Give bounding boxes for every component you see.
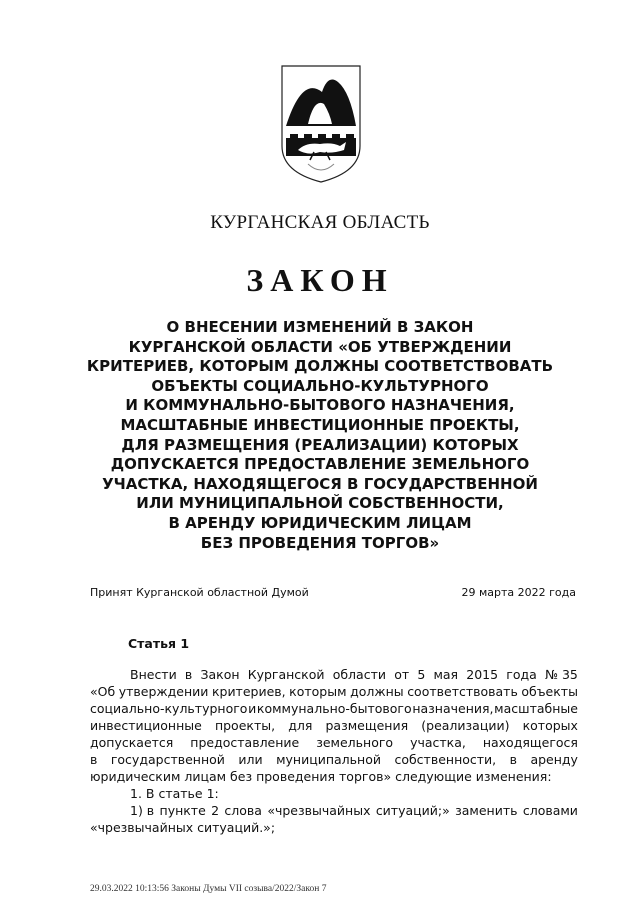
word: земельного <box>316 735 394 750</box>
word: в <box>184 667 193 682</box>
paragraph-line <box>90 717 578 734</box>
word: Внести <box>130 667 177 682</box>
subitem-1-continuation: «чрезвычайных ситуаций.»; <box>90 820 276 835</box>
paragraph-line <box>90 700 578 717</box>
title-line: И КОММУНАЛЬНО-БЫТОВОГО НАЗНАЧЕНИЯ, <box>125 396 515 415</box>
word: ситуаций;» <box>375 803 450 818</box>
word: которым <box>289 684 347 699</box>
adopted-by: Принят Курганской областной Думой <box>90 586 309 599</box>
word: участка, <box>410 735 466 750</box>
title-line: В АРЕНДУ ЮРИДИЧЕСКИМ ЛИЦАМ <box>168 513 472 532</box>
word: должны <box>350 684 404 699</box>
title-line: ДОПУСКАЕТСЯ ПРЕДОСТАВЛЕНИЕ ЗЕМЕЛЬНОГО <box>110 455 530 474</box>
word: допускается <box>90 735 174 750</box>
title-line: КУРГАНСКОЙ ОБЛАСТИ «ОБ УТВЕРЖДЕНИИ <box>128 337 512 356</box>
paragraph-line <box>90 683 578 700</box>
word: и <box>248 701 257 716</box>
paragraph-line <box>90 734 578 751</box>
word: в <box>509 752 517 767</box>
item-1: 1. В статье 1: <box>130 786 219 801</box>
title-line: ИЛИ МУНИЦИПАЛЬНОЙ СОБСТВЕННОСТИ, <box>136 494 504 513</box>
word: мая <box>433 667 459 682</box>
title-line: ДЛЯ РАЗМЕЩЕНИЯ (РЕАЛИЗАЦИИ) КОТОРЫХ <box>121 435 519 454</box>
paragraph-line: юридическим лицам без проведения торгов» следующие изменения: <box>90 769 552 784</box>
word: которых <box>522 718 578 733</box>
word: муниципальной <box>276 752 381 767</box>
word: области <box>332 667 386 682</box>
word: от <box>394 667 410 682</box>
word: слова <box>224 803 262 818</box>
word: находящегося <box>482 735 578 750</box>
word: коммунально-бытового <box>256 701 412 716</box>
title-line: БЕЗ ПРОВЕДЕНИЯ ТОРГОВ» <box>200 533 440 552</box>
word: словами <box>522 803 578 818</box>
word: предоставление <box>190 735 300 750</box>
word: соответствовать <box>407 684 518 699</box>
title-line: КРИТЕРИЕВ, КОТОРЫМ ДОЛЖНЫ СООТВЕТСТВОВАТЬ <box>86 357 554 376</box>
word: заменить <box>455 803 518 818</box>
word: или <box>238 752 263 767</box>
region-name: КУРГАНСКАЯ ОБЛАСТЬ <box>210 212 430 233</box>
footer-stamp: 29.03.2022 10:13:56 Законы Думы VII созыва/2022/Закон 7 <box>90 884 327 894</box>
word: (реализации) <box>421 718 510 733</box>
word: государственной <box>110 752 225 767</box>
word: года <box>506 667 537 682</box>
word: в <box>90 752 98 767</box>
word: «Об <box>90 684 116 699</box>
word: собственности, <box>394 752 497 767</box>
word: критериев, <box>211 684 286 699</box>
word: Курганской <box>247 667 325 682</box>
law-title <box>60 318 580 553</box>
title-line: О ВНЕСЕНИИ ИЗМЕНЕНИЙ В ЗАКОН <box>166 318 474 336</box>
article-heading: Статья 1 <box>128 636 190 651</box>
word: 2015 <box>466 667 499 682</box>
word: назначения, <box>412 701 494 716</box>
word: аренду <box>530 752 578 767</box>
word: пункте <box>159 803 206 818</box>
adoption-date: 29 марта 2022 года <box>461 586 576 599</box>
paragraph-line <box>90 751 578 768</box>
title-line: ОБЪЕКТЫ СОЦИАЛЬНО-КУЛЬТУРНОГО <box>151 376 489 395</box>
word: социально-культурного <box>90 701 248 716</box>
word: утверждении <box>118 684 209 699</box>
word: 2 <box>211 803 220 818</box>
word: инвестиционные <box>90 718 202 733</box>
word: размещения <box>325 718 409 733</box>
word: для <box>288 718 313 733</box>
word: 1) в <box>130 803 155 818</box>
word: 5 <box>417 667 426 682</box>
word: Закон <box>200 667 240 682</box>
word: проекты, <box>214 718 276 733</box>
word: «чрезвычайных <box>267 803 371 818</box>
coat-of-arms-emblem <box>280 64 362 184</box>
title-line: МАСШТАБНЫЕ ИНВЕСТИЦИОННЫЕ ПРОЕКТЫ, <box>120 415 520 434</box>
document-type: ЗАКОН <box>246 262 394 298</box>
paragraph-line <box>90 666 578 683</box>
article-body <box>90 666 578 836</box>
subitem-1-line <box>130 802 578 819</box>
title-line: УЧАСТКА, НАХОДЯЩЕГОСЯ В ГОСУДАРСТВЕННОЙ <box>102 474 538 493</box>
word: № 35 <box>544 667 578 682</box>
word: объекты <box>521 684 578 699</box>
word: масштабные <box>494 701 578 716</box>
